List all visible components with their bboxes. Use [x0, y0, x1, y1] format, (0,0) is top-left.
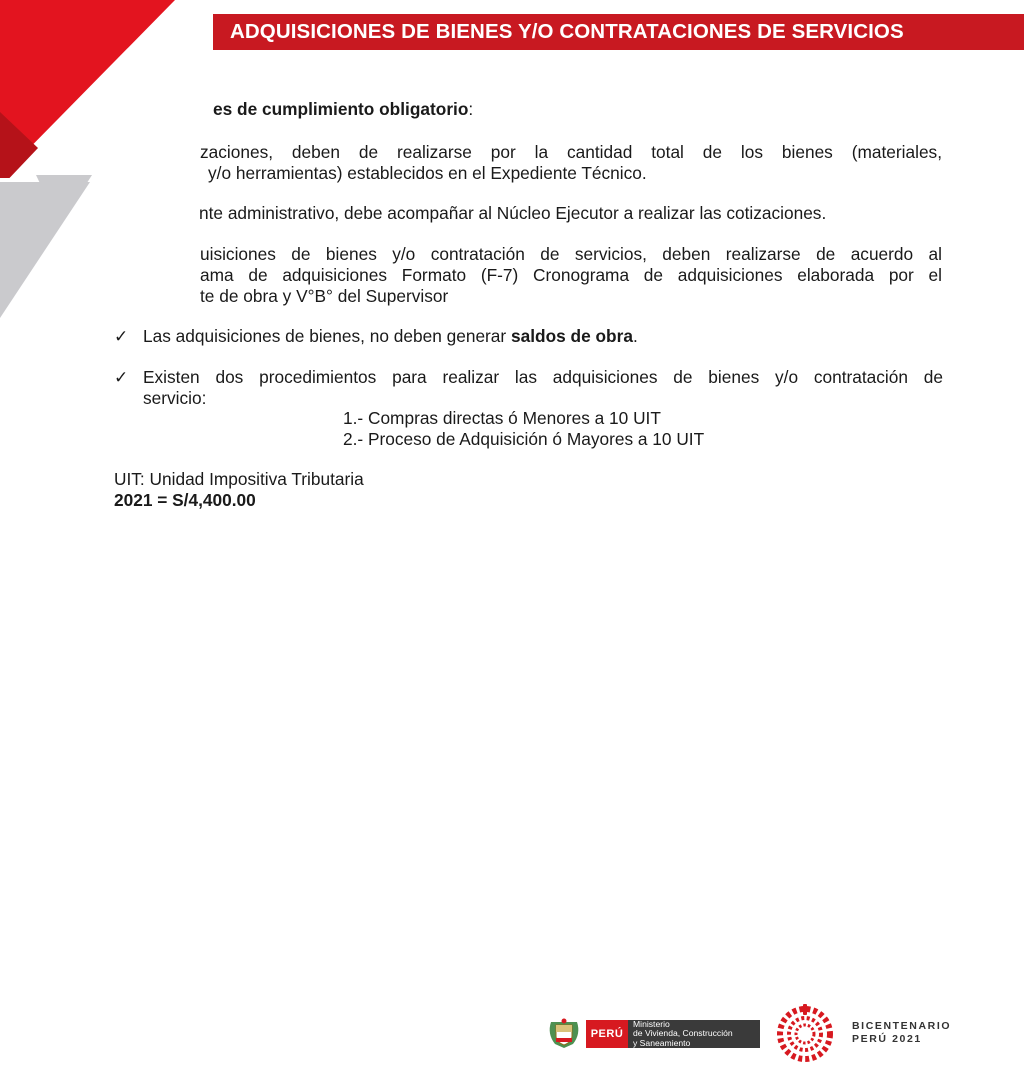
b2-line2: servicio: — [143, 388, 207, 408]
intro-line — [213, 99, 473, 120]
bullet-saldos — [143, 326, 638, 347]
check-icon: ✓ — [114, 368, 129, 387]
b1-post: . — [632, 326, 638, 346]
paragraph-cotizaciones — [200, 142, 942, 163]
bicentenario-sun-icon — [768, 1002, 842, 1066]
uit-definition: UIT: Unidad Impositiva Tributaria — [114, 469, 364, 489]
coat-of-arms-icon — [545, 1018, 583, 1050]
title-bar — [213, 14, 1024, 50]
p3-line2: ama de adquisiciones Formato (F-7) Cronograma de adquisiciones elaborada por el — [200, 265, 942, 285]
paragraph-asistente: nte administrativo, debe acompañar al Núcleo Ejecutor a realizar las cotizaciones. — [199, 203, 827, 223]
p3-line3: te de obra y V°B° del Supervisor — [200, 286, 449, 306]
b1-bold: saldos de obra — [510, 326, 633, 346]
intro-bold: es de cumplimiento obligatorio — [213, 99, 469, 119]
ministry-label-box — [628, 1020, 760, 1048]
intro-tail: : — [468, 99, 474, 119]
p1-line1: zaciones, deben de realizarse por la cantidad total de los bienes (materiales, — [200, 142, 942, 162]
bicentenario-line1: BICENTENARIO — [852, 1020, 952, 1032]
uit-value: 2021 = S/4,400.00 — [114, 490, 256, 510]
b2-line1: Existen dos procedimientos para realizar las adquisiciones de bienes y/o contratación de — [143, 367, 943, 387]
page-title: ADQUISICIONES DE BIENES Y/O CONTRATACIONES DE SERVICIOS — [230, 20, 904, 43]
b1-pre: Las adquisiciones de bienes, no deben generar — [143, 326, 511, 346]
p1-line2: y/o herramientas) establecidos en el Expediente Técnico. — [208, 163, 647, 183]
ministry-line3: y Saneamiento — [633, 1037, 691, 1048]
procedure-2: 2.- Proceso de Adquisición ó Mayores a 10 UIT — [343, 429, 705, 449]
procedure-1: 1.- Compras directas ó Menores a 10 UIT — [343, 408, 661, 428]
check-icon: ✓ — [114, 327, 129, 346]
peru-label: PERÚ — [590, 1028, 624, 1040]
paragraph-adquisiciones — [200, 244, 942, 307]
bullet-procedimientos — [143, 367, 943, 409]
ministry-line2: de Vivienda, Construcción — [633, 1028, 733, 1039]
peru-label-box — [586, 1020, 628, 1048]
ministry-line1: Ministerio — [633, 1019, 670, 1030]
bicentenario-line2: PERÚ 2021 — [852, 1033, 922, 1045]
p3-line1: uisiciones de bienes y/o contratación de servicios, deben realizarse de acuerdo al — [200, 244, 942, 264]
footer-logos — [0, 505, 1024, 1048]
bicentenario-text — [852, 1020, 951, 1046]
